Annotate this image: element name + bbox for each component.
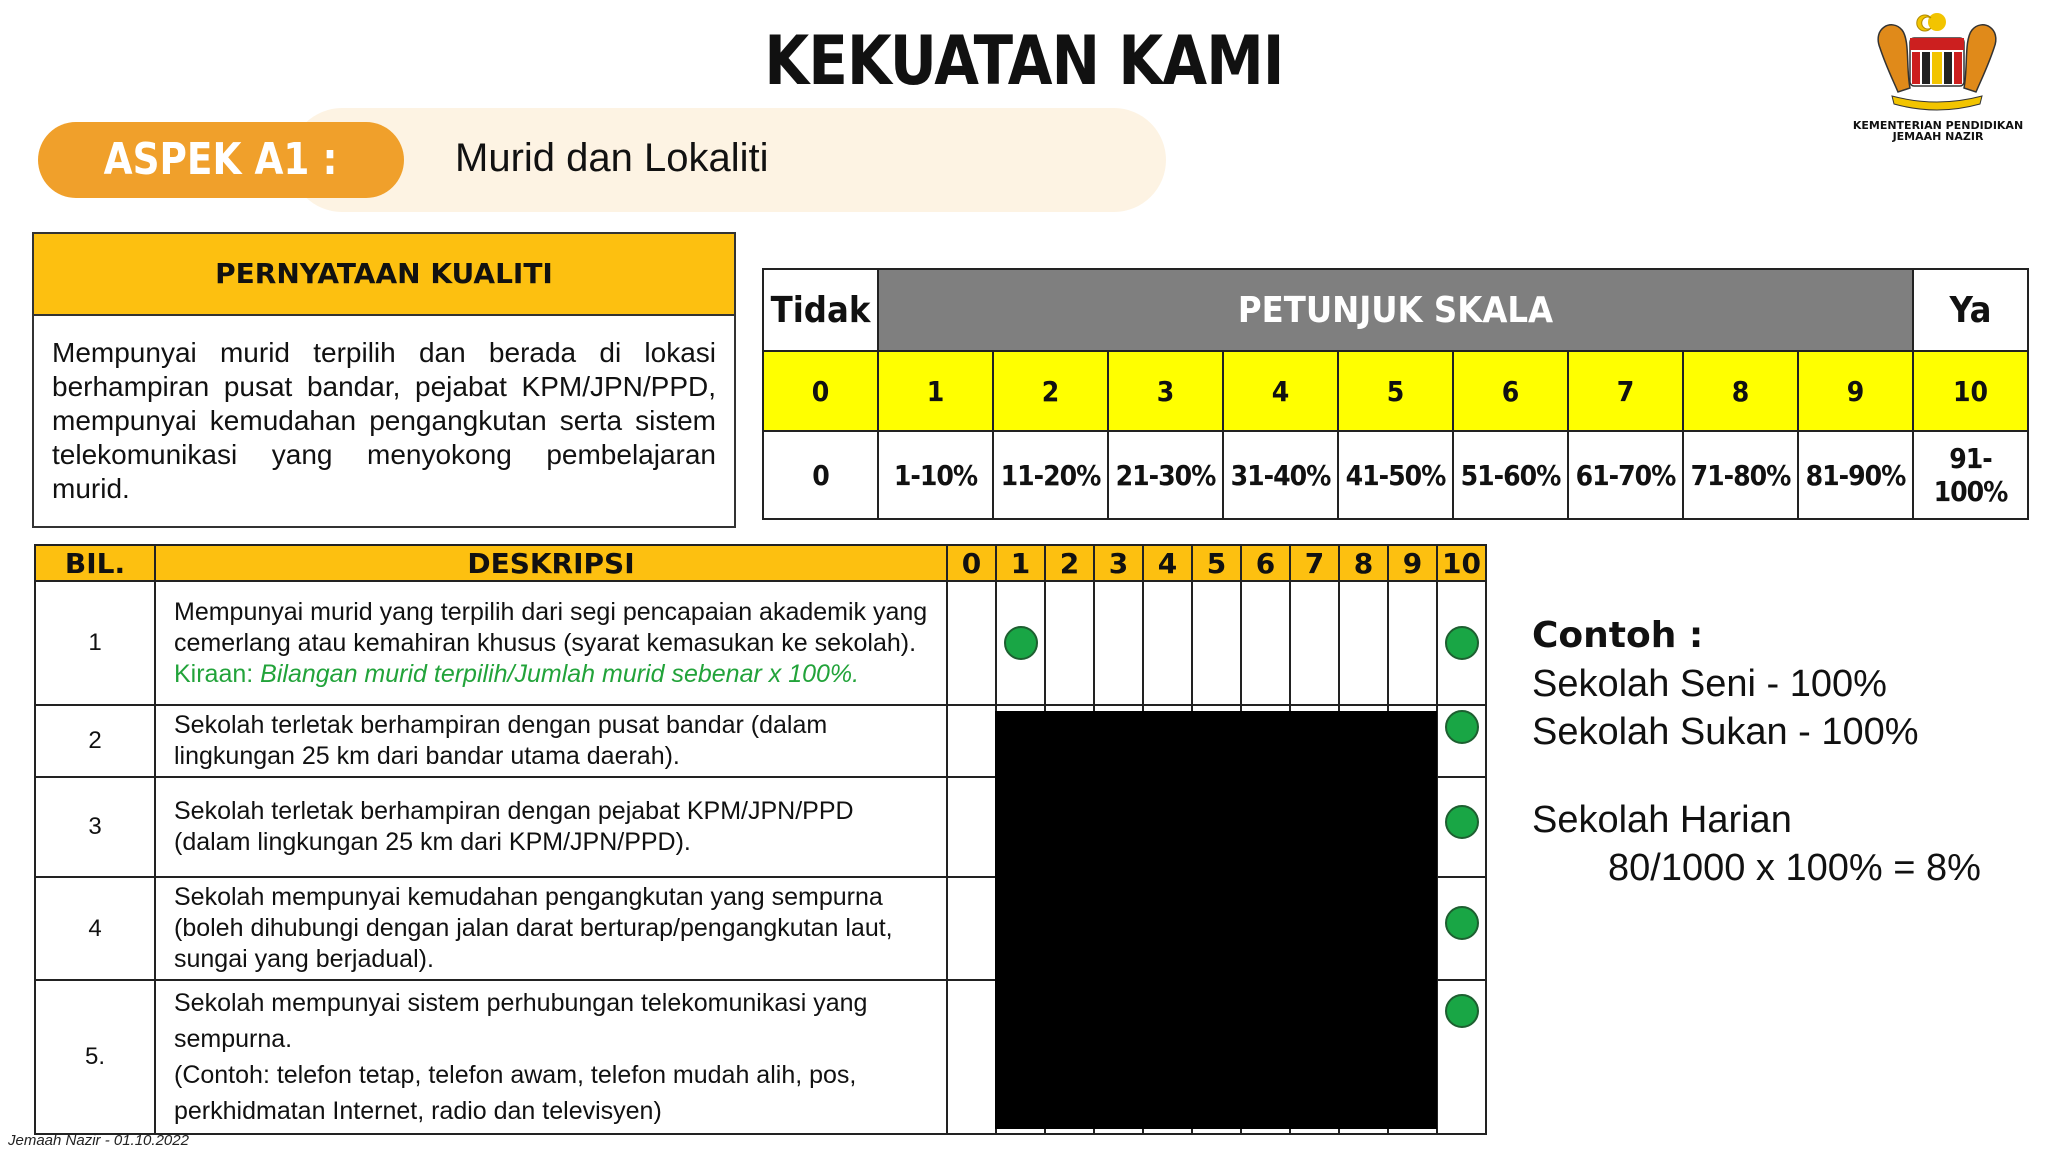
scale-percent-10: 91-100%: [1913, 431, 2028, 519]
scale-number-2: 2: [993, 351, 1108, 431]
score-cell-4[interactable]: [1143, 581, 1192, 705]
scale-number-0: 0: [763, 351, 878, 431]
scale-number-8: 8: [1683, 351, 1798, 431]
score-cell-10[interactable]: [1437, 705, 1486, 777]
scale-number-4: 4: [1223, 351, 1338, 431]
example-line-harian: Sekolah Harian: [1532, 799, 1792, 841]
scale-percent-0: 0: [763, 431, 878, 519]
row-description-text: Sekolah terletak berhampiran dengan pejabat KPM/JPN/PPD (dalam lingkungan 25 km dari KPM/JPN/PPD).: [174, 797, 854, 856]
marked-dot-icon: [1445, 994, 1479, 1028]
example-panel: [1532, 612, 1981, 892]
scale-percent-row: [763, 431, 2028, 519]
row-description: [155, 777, 947, 877]
row-formula-label: Kiraan:: [174, 659, 261, 688]
scale-percent-3: 21-30%: [1108, 431, 1223, 519]
quality-statement-box: [32, 232, 736, 528]
score-cell-10[interactable]: [1437, 777, 1486, 877]
score-cell-0[interactable]: [947, 581, 996, 705]
col-score-4: 4: [1143, 545, 1192, 581]
row-number: 2: [35, 705, 155, 777]
aspect-label: ASPEK A1 :: [104, 134, 338, 185]
scale-ya-label: Ya: [1913, 269, 2028, 351]
score-cell-0[interactable]: [947, 705, 996, 777]
row-description-example: (Contoh: telefon tetap, telefon awam, telefon mudah alih, pos, perkhidmatan Internet, radio dan televisyen): [174, 1061, 857, 1125]
score-cell-2[interactable]: [1045, 581, 1094, 705]
marked-dot-icon: [1445, 626, 1479, 660]
score-cell-10[interactable]: [1437, 980, 1486, 1134]
col-score-5: 5: [1192, 545, 1241, 581]
row-number: 1: [35, 581, 155, 705]
scale-header: PETUNJUK SKALA: [878, 269, 1913, 351]
col-score-2: 2: [1045, 545, 1094, 581]
scale-number-5: 5: [1338, 351, 1453, 431]
scale-number-10: 10: [1913, 351, 2028, 431]
scale-tidak-label: Tidak: [763, 269, 878, 351]
logo-org-line1: KEMENTERIAN PENDIDIKAN: [1852, 119, 2024, 132]
score-cell-10[interactable]: [1437, 877, 1486, 980]
quality-statement-text: Mempunyai murid terpilih dan berada di lokasi berhampiran pusat bandar, pejabat KPM/JPN/PPD, mempunyai kemudahan pengangkutan serta sistem telekomunikasi yang menyokong pembelajaran murid.: [52, 337, 716, 504]
marked-dot-icon: [1445, 906, 1479, 940]
page-title: KEKUATAN KAMI: [764, 22, 1284, 101]
example-line-sukan: Sekolah Sukan - 100%: [1532, 711, 1919, 753]
coat-of-arms-logo: [1862, 8, 2012, 118]
col-desc-header: DESKRIPSI: [155, 545, 947, 581]
scale-percent-2: 11-20%: [993, 431, 1108, 519]
aspect-label-pill: [38, 122, 404, 198]
row-description-text: Sekolah terletak berhampiran dengan pusat bandar (dalam lingkungan 25 km dari bandar utama daerah).: [174, 711, 828, 770]
scale-percent-4: 31-40%: [1223, 431, 1338, 519]
row-description-text: Sekolah mempunyai sistem perhubungan telekomunikasi yang sempurna.: [174, 989, 868, 1053]
col-score-7: 7: [1290, 545, 1339, 581]
redacted-area: [995, 711, 1437, 1129]
col-score-10: 10: [1437, 545, 1486, 581]
row-number: 3: [35, 777, 155, 877]
example-line-calc: 80/1000 x 100% = 8%: [1608, 847, 1981, 889]
scale-percent-1: 1-10%: [878, 431, 993, 519]
marked-dot-icon: [1004, 626, 1038, 660]
scale-number-7: 7: [1568, 351, 1683, 431]
score-cell-5[interactable]: [1192, 581, 1241, 705]
scale-number-row: [763, 351, 2028, 431]
scale-percent-7: 61-70%: [1568, 431, 1683, 519]
example-line-seni: Sekolah Seni - 100%: [1532, 663, 1887, 705]
scale-percent-6: 51-60%: [1453, 431, 1568, 519]
scale-number-1: 1: [878, 351, 993, 431]
col-score-3: 3: [1094, 545, 1143, 581]
logo-org-line2: JEMAAH NAZIR: [1892, 130, 1984, 143]
score-cell-6[interactable]: [1241, 581, 1290, 705]
table-row: [35, 581, 1486, 705]
col-bil-header: BIL.: [35, 545, 155, 581]
row-description-text: Mempunyai murid yang terpilih dari segi pencapaian akademik yang cemerlang atau kemahiran khusus (syarat kemasukan ke sekolah).: [174, 597, 928, 657]
col-score-1: 1: [996, 545, 1045, 581]
row-description: [155, 705, 947, 777]
quality-statement-heading: PERNYATAAN KUALITI: [34, 234, 734, 316]
col-score-8: 8: [1339, 545, 1388, 581]
score-cell-9[interactable]: [1388, 581, 1437, 705]
scale-percent-5: 41-50%: [1338, 431, 1453, 519]
row-formula-value: Bilangan murid terpilih/Jumlah murid sebenar x 100%.: [260, 659, 860, 688]
col-score-0: 0: [947, 545, 996, 581]
score-cell-10[interactable]: [1437, 581, 1486, 705]
score-cell-7[interactable]: [1290, 581, 1339, 705]
scale-number-9: 9: [1798, 351, 1913, 431]
score-cell-3[interactable]: [1094, 581, 1143, 705]
row-description: [155, 877, 947, 980]
row-description: [155, 581, 947, 705]
table-header-row: [35, 545, 1486, 581]
footer-credit: Jemaah Nazir - 01.10.2022: [8, 1132, 189, 1149]
score-cell-8[interactable]: [1339, 581, 1388, 705]
col-score-9: 9: [1388, 545, 1437, 581]
scale-number-6: 6: [1453, 351, 1568, 431]
score-cell-0[interactable]: [947, 980, 996, 1134]
score-cell-0[interactable]: [947, 777, 996, 877]
marked-dot-icon: [1445, 710, 1479, 744]
col-score-6: 6: [1241, 545, 1290, 581]
score-cell-1[interactable]: [996, 581, 1045, 705]
scale-percent-9: 81-90%: [1798, 431, 1913, 519]
scale-percent-8: 71-80%: [1683, 431, 1798, 519]
row-description-text: Sekolah mempunyai kemudahan pengangkutan yang sempurna (boleh dihubungi dengan jalan darat berturap/pengangkutan laut, sungai yang berjadual).: [174, 883, 893, 973]
example-label: Contoh :: [1532, 615, 1704, 656]
aspect-name: Murid dan Lokaliti: [455, 136, 769, 180]
row-number: 4: [35, 877, 155, 980]
row-number: 5.: [35, 980, 155, 1134]
row-description: [155, 980, 947, 1134]
scale-number-3: 3: [1108, 351, 1223, 431]
row-formula: [174, 659, 928, 690]
marked-dot-icon: [1445, 805, 1479, 839]
scale-table: [762, 268, 2029, 520]
logo-caption: [1836, 120, 2040, 142]
score-cell-0[interactable]: [947, 877, 996, 980]
